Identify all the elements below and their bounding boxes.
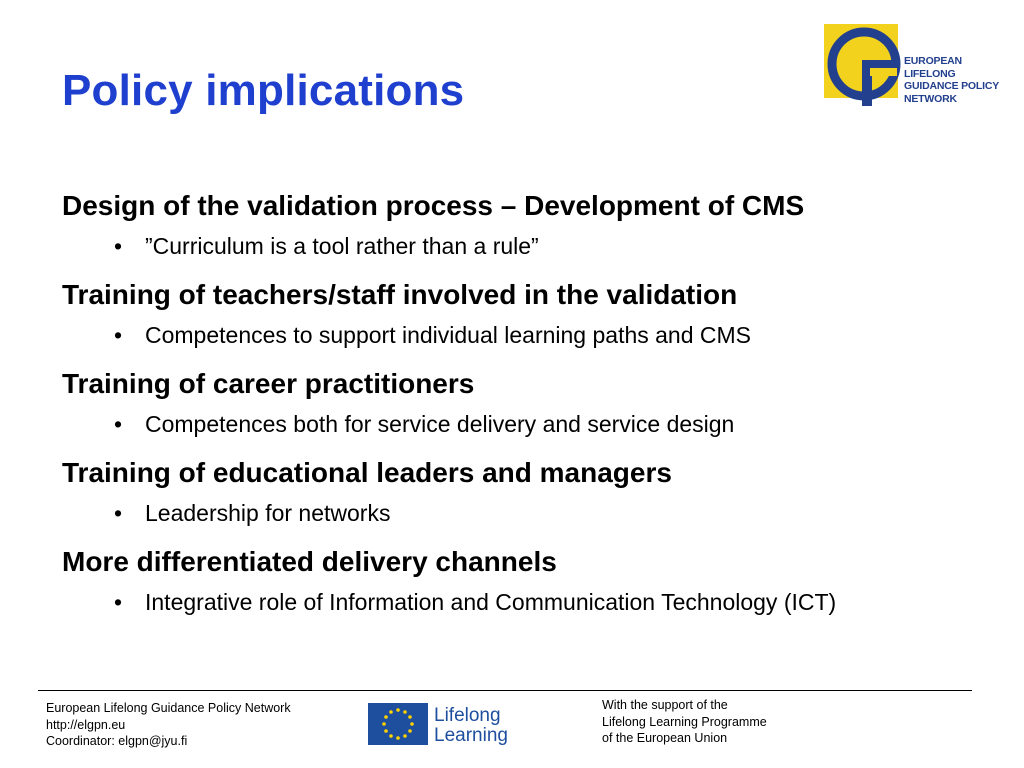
section-3	[62, 364, 1002, 439]
bullet-item	[62, 409, 1002, 439]
slide-content	[62, 186, 1002, 631]
section-4	[62, 453, 1002, 528]
bullet-item	[62, 320, 1002, 350]
section-heading: Training of teachers/staff involved in the validation	[62, 279, 738, 310]
bullet-item	[62, 498, 1002, 528]
bullet-item	[62, 231, 1002, 261]
footer-support-note: With the support of the Lifelong Learning Programme of the European Union	[602, 698, 767, 745]
footer-network-url[interactable]: http://elgpn.eu	[46, 717, 126, 732]
eu-flag-icon	[368, 703, 428, 745]
slide-title: Policy implications	[62, 66, 465, 115]
bullet-item	[62, 587, 1002, 617]
bullet-text: Integrative role of Information and Communication Technology (ICT)	[145, 589, 837, 615]
lifelong-learning-logo-text: Lifelong Learning	[434, 705, 508, 746]
footer-divider	[38, 690, 972, 691]
footer-network-info	[46, 700, 291, 750]
section-1	[62, 186, 1002, 261]
section-heading: Training of career practitioners	[62, 368, 475, 399]
bullet-dot-icon: •	[114, 322, 123, 348]
section-5	[62, 542, 1002, 617]
bullet-text: ”Curriculum is a tool rather than a rule”	[145, 233, 539, 259]
footer-coordinator: Coordinator: elgpn@jyu.fi	[46, 734, 188, 748]
section-2	[62, 275, 1002, 350]
bullet-dot-icon: •	[114, 233, 123, 259]
bullet-text: Competences both for service delivery and service design	[145, 411, 735, 437]
bullet-text: Competences to support individual learning paths and CMS	[145, 322, 752, 348]
section-heading: More differentiated delivery channels	[62, 546, 557, 577]
section-heading: Training of educational leaders and managers	[62, 457, 672, 488]
section-heading: Design of the validation process – Development of CMS	[62, 190, 805, 221]
bullet-dot-icon: •	[114, 589, 123, 615]
footer-network-name: European Lifelong Guidance Policy Network	[46, 701, 291, 715]
elgpn-logo-text: EUROPEAN LIFELONG GUIDANCE POLICY NETWORK	[904, 55, 1000, 105]
bullet-text: Leadership for networks	[145, 500, 391, 526]
bullet-dot-icon: •	[114, 411, 123, 437]
bullet-dot-icon: •	[114, 500, 123, 526]
